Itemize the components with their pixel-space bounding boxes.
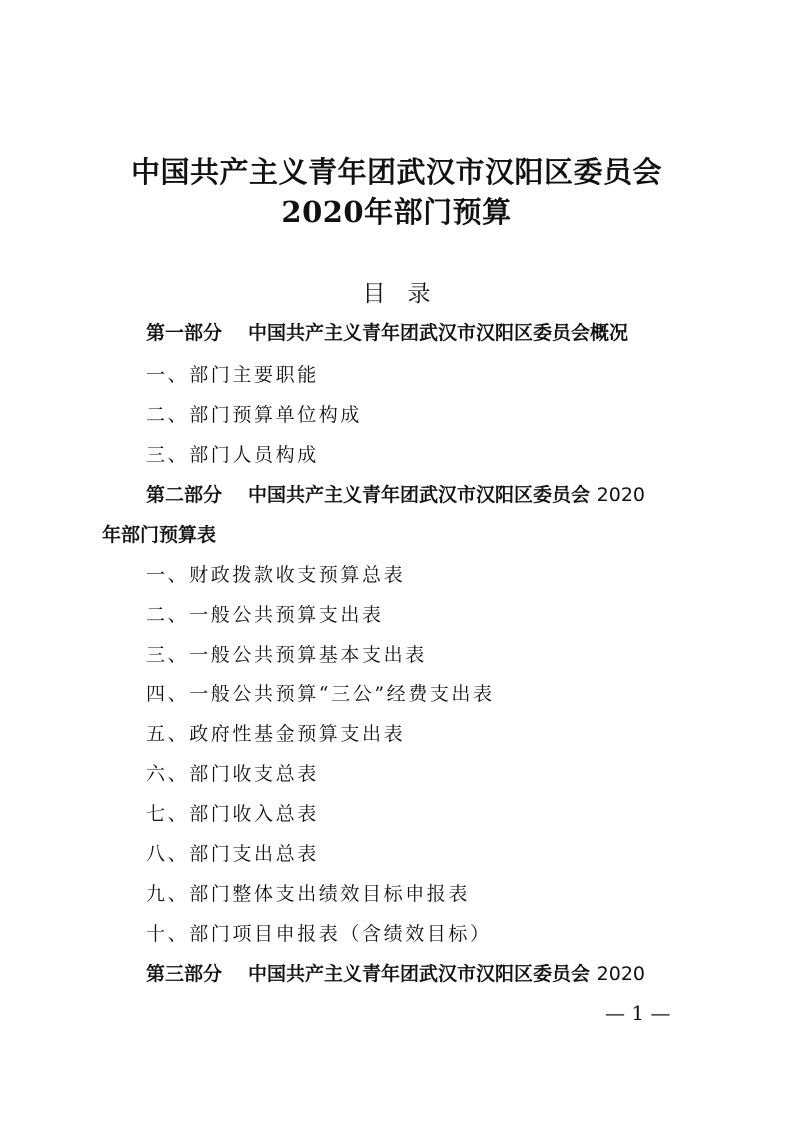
toc-part1-item-3[interactable]: 三、部门人员构成 bbox=[146, 444, 319, 466]
toc-part2-item-9[interactable]: 九、部门整体支出绩效目标申报表 bbox=[146, 883, 471, 905]
toc-part2-title-line1: 中国共产主义青年团武汉市汉阳区委员会 bbox=[248, 484, 591, 506]
toc-part1-title: 中国共产主义青年团武汉市汉阳区委员会概况 bbox=[248, 322, 629, 344]
toc-part2-item-4[interactable]: 四、一般公共预算“三公”经费支出表 bbox=[146, 683, 495, 705]
toc-part1-heading[interactable] bbox=[146, 319, 628, 347]
toc-part3-title-year: 2020 bbox=[596, 963, 646, 985]
toc-heading bbox=[0, 278, 793, 310]
toc-part2-title-line2[interactable]: 年部门预算表 bbox=[102, 524, 217, 546]
document-title-line1: 中国共产主义青年团武汉市汉阳区委员会 bbox=[130, 155, 662, 189]
toc-part2-item-10[interactable]: 十、部门项目申报表（含绩效目标） bbox=[146, 923, 492, 945]
toc-part2-item-8[interactable]: 八、部门支出总表 bbox=[146, 843, 319, 865]
toc-heading-char1: 目 bbox=[362, 281, 386, 307]
document-title-line2: 2020年部门预算 bbox=[281, 195, 512, 229]
toc-part3-heading[interactable] bbox=[146, 960, 645, 988]
toc-part1-item-2[interactable]: 二、部门预算单位构成 bbox=[146, 404, 363, 426]
toc-part2-title-year: 2020 bbox=[596, 484, 646, 506]
toc-part3-label: 第三部分 bbox=[146, 963, 223, 985]
toc-part2-item-5[interactable]: 五、政府性基金预算支出表 bbox=[146, 723, 406, 745]
toc-part2-item-1[interactable]: 一、财政拨款收支预算总表 bbox=[146, 564, 406, 586]
toc-part2-item-2[interactable]: 二、一般公共预算支出表 bbox=[146, 604, 384, 626]
toc-part2-heading[interactable] bbox=[146, 481, 645, 509]
toc-part2-item-7[interactable]: 七、部门收入总表 bbox=[146, 803, 319, 825]
toc-part3-title-line1: 中国共产主义青年团武汉市汉阳区委员会 bbox=[248, 963, 591, 985]
toc-part1-label: 第一部分 bbox=[146, 322, 223, 344]
page-number: — 1 — bbox=[605, 1001, 671, 1025]
toc-part2-item-6[interactable]: 六、部门收支总表 bbox=[146, 763, 319, 785]
toc-part2-item-3[interactable]: 三、一般公共预算基本支出表 bbox=[146, 644, 427, 666]
toc-part1-item-1[interactable]: 一、部门主要职能 bbox=[146, 364, 319, 386]
toc-heading-char2: 录 bbox=[407, 281, 431, 307]
toc-part2-label: 第二部分 bbox=[146, 484, 223, 506]
